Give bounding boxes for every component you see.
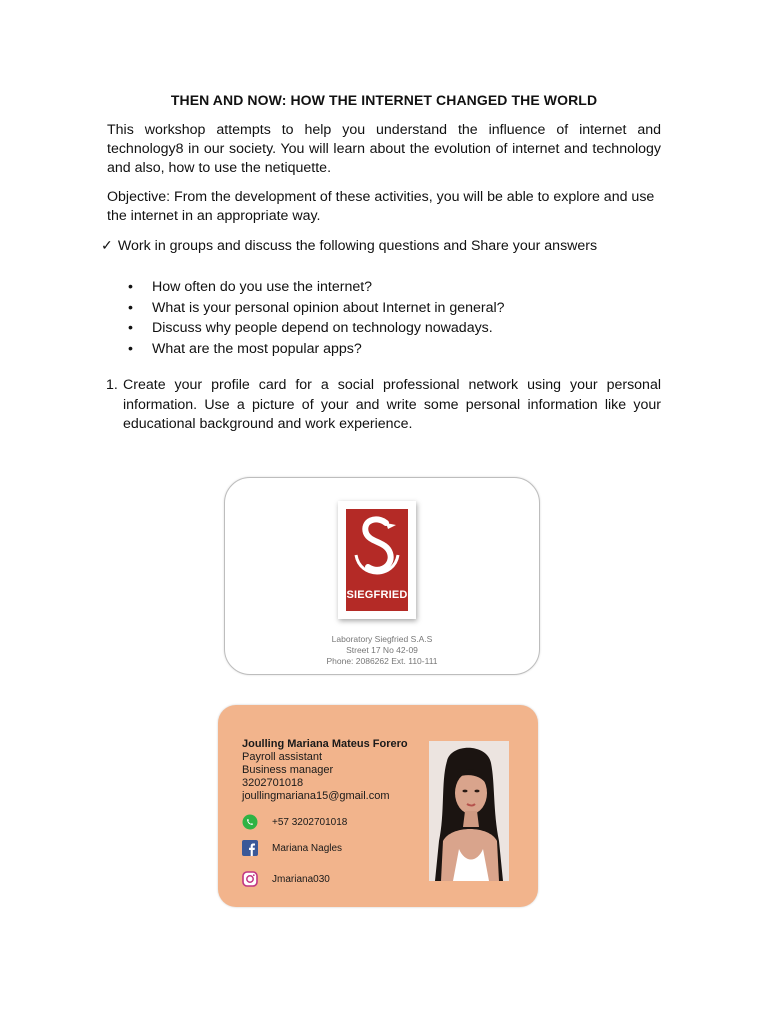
checkmark-icon: ✓ — [101, 238, 113, 254]
person-photo-icon — [429, 741, 509, 881]
company-name: Laboratory Siegfried S.A.S — [331, 634, 433, 644]
question-list — [128, 277, 505, 359]
company-card — [224, 477, 540, 675]
list-item: • How often do you use the internet? — [128, 277, 505, 298]
facebook-text: Mariana Nagles — [272, 842, 343, 854]
bullet-icon: • — [128, 320, 133, 336]
logo-text: SIEGFRIED — [346, 589, 408, 601]
intro-paragraph: This workshop attempts to help you understand the influence of internet and technology8 in our society. You will learn about the evolution of internet and technology and also, how to use the netiquette. — [107, 122, 661, 176]
whatsapp-text: +57 3202701018 — [272, 816, 348, 828]
list-item: • Discuss why people depend on technology nowadays. — [128, 318, 505, 339]
instagram-text: Jmariana030 — [272, 873, 330, 885]
person-email: joullingmariana15@gmail.com — [242, 790, 390, 802]
instagram-icon — [242, 871, 258, 887]
company-phone: Phone: 2086262 Ext. 110-111 — [326, 656, 438, 666]
company-address: Street 17 No 42-09 — [346, 645, 418, 655]
company-info — [225, 634, 539, 667]
bullet-icon: • — [128, 340, 133, 357]
task-item — [106, 376, 661, 435]
company-logo — [338, 501, 416, 619]
task-text: Create your profile card for a social professional network using your personal information. Use a picture of your and write some personal information like your educational background and work experience. — [123, 377, 661, 432]
bullet-icon: • — [128, 299, 133, 316]
instagram-row — [242, 871, 330, 887]
bullet-icon: • — [128, 279, 133, 295]
person-role-secondary: Business manager — [242, 764, 334, 776]
page-title: THEN AND NOW: HOW THE INTERNET CHANGED THE WORLD — [170, 92, 598, 108]
logo-background — [346, 509, 408, 611]
profile-photo — [429, 741, 509, 881]
checklist-text: Work in groups and discuss the following questions and Share your answers — [117, 238, 598, 254]
facebook-icon — [242, 840, 258, 856]
facebook-row — [242, 840, 342, 856]
whatsapp-row — [242, 814, 347, 830]
person-name: Joulling Mariana Mateus Forero — [242, 738, 408, 750]
personal-details — [242, 738, 408, 803]
task-number: 1. — [106, 377, 118, 393]
checklist-item — [101, 237, 597, 256]
person-phone: 3202701018 — [242, 777, 304, 789]
whatsapp-icon — [242, 814, 258, 830]
swan-logo-icon — [346, 509, 408, 589]
objective-paragraph: Objective: From the development of these activities, you will be able to explore and use the internet in an appropriate way. — [107, 189, 655, 224]
person-role: Payroll assistant — [242, 751, 323, 763]
personal-card — [218, 705, 538, 907]
list-item: • What are the most popular apps? — [128, 339, 505, 360]
list-item: • What is your personal opinion about Internet in general? — [128, 298, 505, 319]
